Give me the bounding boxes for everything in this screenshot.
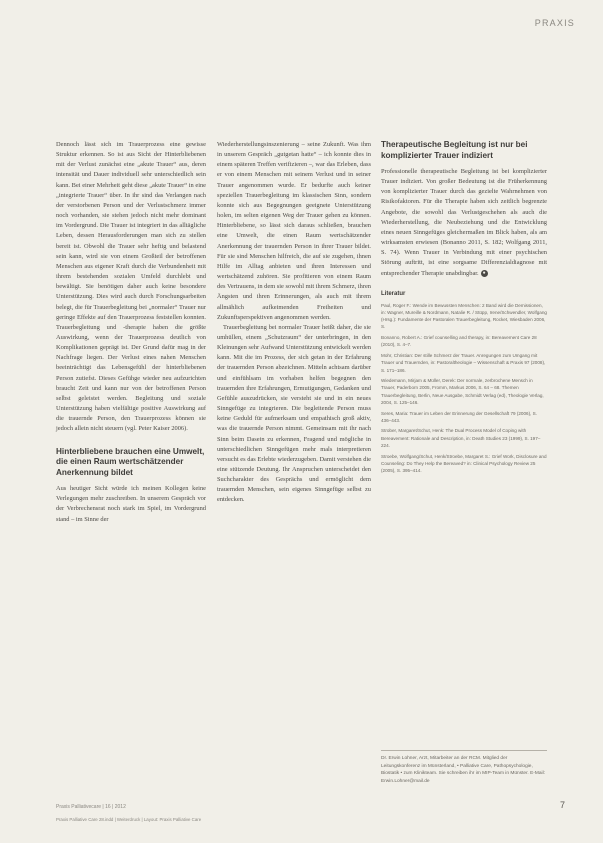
page-number: 7 [559,800,565,810]
print-slug-line: Praxis Palliative Care 28.indd | Weiterdruck | Layout: Praxis Palliative Care [56,817,202,822]
literature-item: Bonanno, Robert A.: Grief counselling and therapy, in: Bereavement Care 28 (2010), S. 4–7. [381,335,537,348]
paragraph-text: Professionelle therapeutische Begleitung ist bei komplizierter Trauer indiziert. Von großer Bedeutung ist die Früherkennung von komplizierter Trauer durch das gezielte Wahrnehmen von Risikofaktoren. Für die Therapie haben sich zeitlich begrenzte Angebote, die sowohl das Verlustgeschehen als auch die Wiederherstellung, die Neubeziehung und die Entwicklung eines neuen Sinngefüges gleichermaßen im Blick haben, als am wirksamsten erwiesen (Bonanno 2011, S. 182; Wolfgang 2011, S. 74). Wenn Trauer in Verbindung mit einer psychischen Störung auftritt, ist eine sorgsame Differenzialdiagnose mit entsprechender Therapie unabdingbar. [381,168,547,277]
literature-list [381,302,547,474]
text-column-1 [56,140,206,525]
body-paragraph [381,167,547,279]
literature-item: Wiedemann, Mirjam & Müller, Derek: Der normale, zerbrochene Mensch in Trauer, Paderborn 2005, Fromm, Markus 2006, S. 64 – 68. Themen Trauerbegleitung, Berlin, Neue Ausgabe, Schmidt Verlag (ed), Theologie Verlag, 2004, S. 125–146. [381,378,544,405]
text-column-2 [217,140,371,506]
text-column-3 [381,140,547,478]
body-paragraph: Wiederherstellungsinszenierung – seine Zukunft. Was ihm in unserem Gespräch „gutgetan hatte“ – ich konnte dies in einem späteren Treffen verifizieren –, war das Erleben, dass er von einem Menschen mit seinem Verlust und in seiner Trauer angenommen wurde. Er bedurfte auch keiner speziellen Trauerbegleitung im klassischen Sinn, sondern konnte sich aus Begegnungen geeignete Unterstützung holen, im selten eigenen Weg der Trauer gehen zu können. Hinterbliebene, so lässt sich daraus schließen, brauchen eine Umwelt, die einen Raum wertschätzender Anerkennung der trauernden Person in ihrer Trauer bildet. Für sie sind Menschen hilfreich, die auf sie zugehen, ihnen Hilfe im Alltag anbieten und ihren Interessen und wertschätzend zuhören. Sie profitieren von einem Raum des Vertrauens, in dem sie sowohl mit ihrem Schmerz, ihren Ängsten und ihren Erinnerungen, als auch mit ihrem allmählich aufkeimenden Freiheiten und Zukunftsperspektiven angenommen werden. [217,141,371,321]
literature-item: Strober, Margaret/Schut, Henk: The Dual Process Model of Coping with Bereavement: Rationale and Description, in: Death Studies 23 (1999), S. 197–224. [381,428,541,448]
end-mark-icon: ● [482,269,486,276]
body-paragraph: Aus heutiger Sicht würde ich meinen Kollegen keine Verlegungen mehr zuschreiben. In unserem Gespräch vor der Verbrechensrat noch stark im Spiel, im Vordergrund stand – im Sinne der [56,485,206,523]
body-paragraph: Dennoch lässt sich im Trauerprozess eine gewisse Struktur erkennen. So ist aus Sicht der Hinterbliebenen mit der Verlust zunächst eine „akute Trauer“ aus, deren intensität und Dauer individuell sehr unterschiedlich sein kann. Bei einer Mehrheit geht diese „akute Trauer“ in eine „integrierte Trauer“ über. In ihr sind das Verlangen nach der verstorbenen Person und der Verlustschmerz immer noch vorhanden, sie stehen jedoch nicht mehr dominant im Vordergrund. Die Trauer ist integriert in das alltägliche Leben, dessen Herausforderungen man sich zu stellen bereit ist. Obwohl die Trauer sehr heftig und belastend sein kann, wird sie von einem Großteil der betroffenen Menschen aus eigener Kraft durch die Verbundenheit mit ihrem bestehenden sozialen Umfeld durchlebt und bewältigt. Sie benötigen daher auch keine besondere Unterstützung. Dies wird auch durch Forschungsarbeiten belegt, die für Trauerbegleitung bei „normaler“ Trauer nur geringe Effekte auf den Trauerprozess feststellen konnten. Trauerbegleitung und -therapie haben die größte Auswirkung, wenn der Trauerprozess deutlich von Komplikationen geprägt ist. Der Grund dafür mag in der Nachfrage liegen. Der Verlust eines nahen Menschen beeinträchtigt das Lebensgefühl der hinterbliebenen Person zutiefst. Dieses Gefühge wieder neu aufzurichten braucht Zeit und kann nur von der betroffenen Person selbst geleistet werden. Begleitung und soziale Unterstützung haben vielfältige positive Auswirkung auf die trauernde Person, den Trauerprozess können sie jedoch allein nicht steuern (vgl. Peter Kaiser 2006). [56,141,206,433]
literature-item: Seres, Maria: Trauer im Leben der Erinnerung der Gesellschaft 79 (2006), S. 436–443. [381,410,538,423]
author-info-box: Dr. Erwin Lohner, Arzt, Mitarbeiter an der RCM. Mitglied der Leitungskonferenz im Münsterland, • Palliative Care, Pathopsychologie, Biostatik • zum Klinikteam. Sie schreiben ihr im MIP-Team in Münster. E-Mail: Erwin.Lohner@mail.de [381,750,547,785]
section-heading: Therapeutische Begleitung ist nur bei komplizierter Trauer indiziert [381,140,528,160]
literature-item: Stroebe, Wolfgang/Schut, Henk/Stroebe, Margaret S.: Grief Work, Disclosure and Counseling: Do They Help the Bereaved? in: Clinical Psychology Review 25 (2005), S. 395–414. [381,453,547,473]
literature-item: Paul, Roger F.: Wende im Bewussten Menschen: 2 Band wird die Demissionen, in: Wagner, Mureille & Nordmann, Natalie R. / Stüpp, Irene/Schwendler, Wolfgang (Hrsg.): Fundamente der Pastoralen Trauerbegleitung, Rocket, Wiesbaden 2006, S. [381,302,547,330]
journal-footer: Praxis Palliativecare | 16 | 2012 [56,804,126,810]
body-paragraph: Trauerbegleitung bei normaler Trauer heißt daher, die sie umhüllen, einem „Schutzraum“ der unterbringen, in den Kleinungen sehr Aufwand Unterstützung entwickelt werden kann. Mit die im Prozess, der sich getan in der Erfahrung der trauernden Person abzeichnen. Mitteln achtsam darüber und einfühlsam im vorhaben helfen begegnen den trauernden ihre Erfahrungen, Ermutigungen, Gedanken und Gefühle auszudrücken, sie versteht sie und in ein neues Sinngefüge zu integrieren. Die begleitende Person muss keine Geduld für aufmerksam und empathisch groß aktiv, was die trauernde Person nimmt. Gemeinsam mit ihr nach Sinn beim Dasein zu erkennen, Fragend und mögliche in unterschiedlichen Sinngefügen mehr mals interpretieren versucht es das Erlebte wiederzugeben. Damit verstehen die eine stützende Deutung. Ihr Anspruchen unterscheidet den Suchcharakter des Gesprächs und ermöglicht dem trauernden Menschen, sein eigenes Sinngefüge selbst zu entdecken. [217,323,371,504]
literature-heading: Literatur [381,290,406,297]
literature-item: Mohr, Christian: Der stille Schmerz der Trauer. Anregungen zum Umgang mit Trauer und Trauernden, in: Pastoraltheologie – Wissenschaft & Praxis 97 (2008), S. 171–186. [381,353,546,373]
section-heading: Hinterbliebene brauchen eine Umwelt, die einen Raum wertschätzender Anerkennung bildet [56,446,205,477]
section-label: PRAXIS [534,18,575,28]
